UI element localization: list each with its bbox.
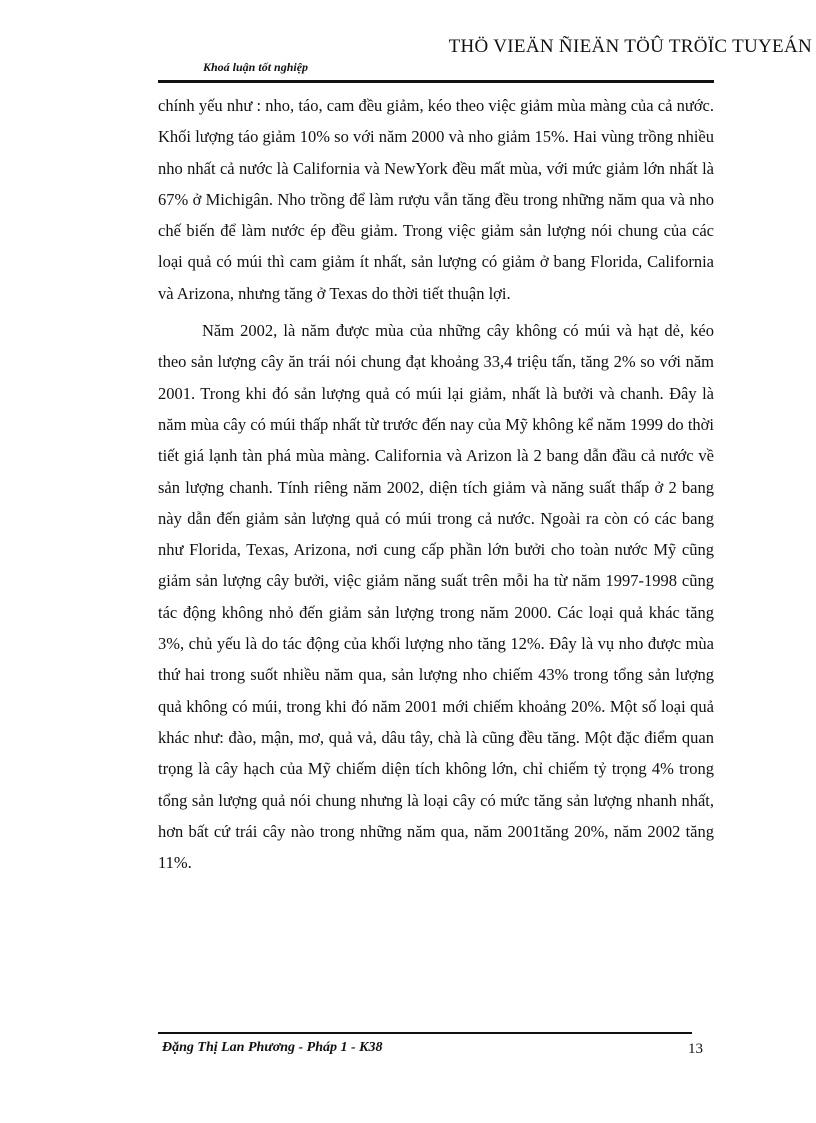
header-rule xyxy=(158,80,714,83)
document-body xyxy=(158,90,714,884)
footer-author: Đặng Thị Lan Phương - Pháp 1 - K38 xyxy=(162,1040,383,1055)
body-paragraph-1: chính yếu như : nho, táo, cam đều giảm, kéo theo việc giảm mùa màng của cả nước. Khối lượng táo giảm 10% so với năm 2000 và nho giảm 15%. Hai vùng trồng nhiều nho nhất cả nước là California và NewYork đều mất mùa, với mức giảm lớn nhất là 67% ở Michigân. Nho trồng để làm rượu vẫn tăng đều trong những năm qua và nho chế biến để làm nước ép đều giảm. Trong việc giảm sản lượng nói chung của các loại quả có múi thì cam giảm ít nhất, sản lượng có giảm ở bang Florida, California và Arizona, nhưng tăng ở Texas do thời tiết thuận lợi. xyxy=(158,96,714,303)
document-header-label: Khoá luận tốt nghiệp xyxy=(203,60,309,74)
page-number: 13 xyxy=(688,1041,703,1057)
body-paragraph-2: Năm 2002, là năm được mùa của những cây không có múi và hạt dẻ, kéo theo sản lượng cây ăn trái nói chung đạt khoảng 33,4 triệu tấn, tăng 2% so với năm 2001. Trong khi đó sản lượng quả có múi lại giảm, nhất là bưởi và chanh. Đây là năm mùa cây có múi thấp nhất từ trước đến nay của Mỹ không kể năm 1999 do thời tiết giá lạnh tàn phá mùa màng. California và Arizon là 2 bang dẫn đầu cả nước về sản lượng chanh. Tính riêng năm 2002, diện tích giảm và năng suất thấp ở 2 bang này dẫn đến giảm sản lượng quả có múi trong cả nước. Ngoài ra còn có các bang như Florida, Texas, Arizona, nơi cung cấp phần lớn bưởi cho toàn nước Mỹ cũng giảm sản lượng cây bưởi, việc giảm năng suất trên mỗi ha từ năm 1997-1998 cũng tác động không nhỏ đến giảm sản lượng trong năm 2000. Các loại quả khác tăng 3%, chủ yếu là do tác động của khối lượng nho tăng 12%. Đây là vụ nho được mùa thứ hai trong suốt nhiều năm qua, sản lượng nho chiếm 43% trong tổng sản lượng quả không có múi, trong khi đó năm 2001 mới chiếm khoảng 20%. Một số loại quả khác như: đào, mận, mơ, quả vả, dâu tây, chà là cũng đều tăng. Một đặc điểm quan trọng là cây hạch của Mỹ chiếm diện tích không lớn, chỉ chiếm tỷ trọng 4% trong tổng sản lượng quả nói chung nhưng là loại cây có mức tăng sản lượng nhanh nhất, hơn bất cứ trái cây nào trong những năm qua, năm 2001tăng 20%, năm 2002 tăng 11%. xyxy=(158,321,714,873)
site-banner: THÖ VIEÄN ÑIEÄN TÖÛ TRÖÏC TUYEÁN xyxy=(448,36,812,57)
footer-rule xyxy=(158,1032,692,1034)
